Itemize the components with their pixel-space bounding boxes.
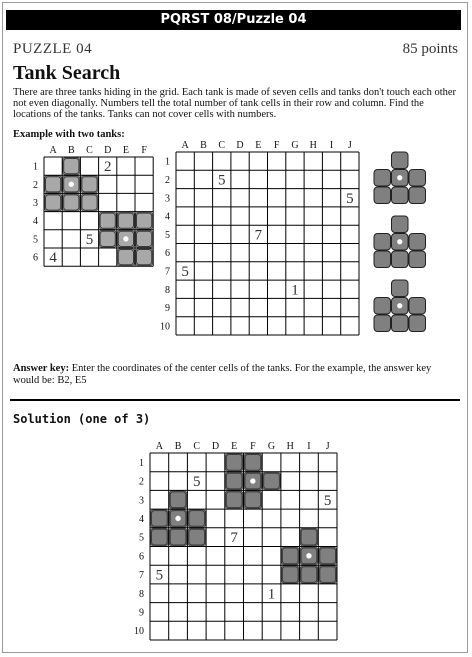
example-col-label: D — [104, 145, 112, 156]
solution-tank-cell — [226, 492, 242, 508]
example-tank-center — [69, 182, 74, 187]
solution-col-label: E — [231, 441, 238, 452]
puzzle-clue: 5 — [181, 263, 189, 280]
example-tank-cell — [82, 195, 97, 210]
answer-key-text: Enter the coordinates of the center cells of the tanks. For the example, the answer key would be: B2, E5 — [13, 363, 432, 386]
solution-tank-cell — [282, 567, 298, 583]
example-clue: 5 — [85, 231, 94, 248]
solution-row-label: 3 — [139, 495, 144, 507]
example-col-label: F — [141, 145, 147, 156]
tank-shape-cell — [392, 280, 409, 297]
tank-shape-cell — [392, 187, 409, 204]
puzzle-row-label: 4 — [165, 211, 170, 223]
solution-title: Solution (one of 3) — [13, 412, 151, 426]
solution-row-label: 6 — [139, 551, 144, 563]
example-tank-cell — [46, 195, 61, 210]
puzzle-row-label: 6 — [165, 248, 170, 260]
example-clue: 2 — [103, 159, 112, 176]
example-col-label: C — [86, 145, 93, 156]
tank-shape-cell — [409, 298, 426, 315]
solution-clue: 1 — [267, 586, 276, 603]
solution-col-label: G — [267, 441, 276, 452]
solution-row-label: 8 — [139, 588, 144, 600]
puzzle-clue: 1 — [291, 282, 299, 299]
solution-tank-center — [175, 516, 180, 521]
solution-tank-cell — [226, 473, 242, 489]
puzzle-col-label: H — [309, 140, 317, 151]
example-tank-cell — [64, 195, 79, 210]
tank-shape-cell — [374, 315, 391, 332]
example-grid — [26, 145, 147, 271]
tank-shape-cell — [392, 216, 409, 233]
puzzle-row-label: 8 — [165, 284, 170, 296]
tank-shape-cell — [374, 251, 391, 268]
solution-col-label: A — [155, 441, 163, 452]
solution-tank-cell — [320, 567, 336, 583]
solution-tank-cell — [320, 548, 336, 564]
puzzle-col-label: F — [273, 140, 280, 151]
solution-col-label: D — [211, 441, 220, 452]
puzzle-row-label: 3 — [165, 193, 170, 205]
puzzle-row-label: 10 — [160, 321, 170, 333]
puzzle-row-label: 5 — [165, 229, 170, 241]
solution-tank-cell — [245, 455, 261, 471]
solution-tank-cell — [301, 567, 317, 583]
example-tank-cell — [137, 231, 152, 246]
tank-shape-cell — [409, 251, 426, 268]
tank-shape-cell — [409, 234, 426, 251]
solution-tank-cell — [282, 548, 298, 564]
solution-tank-cell — [189, 511, 205, 527]
tank-shape-cell — [392, 315, 409, 332]
solution-tank-cell — [170, 492, 186, 508]
example-tank-cell — [64, 159, 79, 174]
example-tank-cell — [137, 250, 152, 265]
example-tank-cell — [46, 177, 61, 192]
solution-clue: 5 — [323, 492, 332, 509]
points-label: 85 points — [402, 41, 458, 57]
tank-shape-cell — [409, 170, 426, 187]
solution-tank-cell — [226, 455, 242, 471]
example-col-label: A — [49, 145, 57, 156]
solution-tank-cell — [301, 529, 317, 545]
example-tank-cell — [118, 250, 133, 265]
tank-shape-center — [397, 239, 402, 244]
solution-tank-center — [306, 553, 311, 558]
solution-row-label: 2 — [139, 476, 144, 488]
puzzle-clue: 7 — [254, 227, 263, 244]
solution-row-label: 7 — [139, 570, 144, 582]
puzzle-clue: 5 — [346, 190, 354, 207]
example-row-label: 5 — [33, 234, 38, 246]
example-label: Example with two tanks: — [13, 129, 125, 140]
puzzle-number: PUZZLE 04 — [13, 41, 93, 57]
solution-col-label: I — [307, 441, 311, 452]
example-row-label: 3 — [33, 198, 38, 209]
answer-key-label: Answer key: — [13, 363, 70, 374]
puzzle-title: Tank Search — [13, 62, 121, 84]
example-col-label: E — [122, 145, 129, 156]
solution-row-label: 4 — [139, 513, 144, 525]
puzzle-col-label: E — [255, 140, 262, 151]
solution-col-label: B — [174, 441, 182, 452]
solution-clue: 7 — [230, 530, 238, 547]
solution-row-label: 9 — [139, 607, 144, 619]
example-row-label: 2 — [33, 179, 38, 191]
solution-grid — [135, 436, 345, 646]
tank-shape-cell — [392, 251, 409, 268]
puzzle-col-label: G — [291, 140, 299, 151]
tank-shape-cell — [392, 152, 409, 169]
solution-clue: 5 — [155, 567, 164, 584]
puzzle-col-label: C — [218, 140, 226, 151]
solution-tank-cell — [245, 492, 261, 508]
solution-col-label: C — [193, 441, 201, 452]
tank-shape-cell — [374, 187, 391, 204]
example-row-label: 4 — [33, 216, 38, 228]
section-divider — [10, 399, 460, 401]
puzzle-row-label: 9 — [165, 303, 170, 315]
solution-row-label: 1 — [139, 457, 144, 469]
puzzle-row-label: 1 — [165, 156, 170, 168]
solution-col-label: F — [250, 441, 256, 452]
puzzle-grid[interactable] — [160, 139, 360, 339]
example-tank-cell — [100, 213, 115, 228]
solution-row-label: 10 — [134, 626, 144, 638]
tank-orientations — [372, 150, 437, 340]
page-title-bar: PQRST 08/Puzzle 04 — [6, 10, 461, 30]
tank-shape-center — [397, 175, 402, 180]
tank-shape-cell — [374, 234, 391, 251]
solution-col-label: J — [325, 441, 330, 452]
puzzle-clue: 5 — [218, 172, 226, 189]
solution-tank-cell — [170, 529, 186, 545]
puzzle-row-label: 7 — [165, 266, 170, 278]
example-tank-cell — [118, 213, 133, 228]
example-row-label: 6 — [33, 252, 38, 264]
answer-key — [13, 363, 460, 387]
puzzle-instructions: There are three tanks hiding in the grid. Each tank is made of seven cells and tanks don't touch each other not even diagonally. Numbers tell the total number of tank cells in their row and column. Find the locations of the tanks. Tanks can not cover cells with numbers. — [13, 87, 457, 120]
tank-shape-cell — [374, 170, 391, 187]
solution-tank-cell — [152, 529, 168, 545]
puzzle-col-label: D — [236, 140, 244, 151]
tank-shape-cell — [374, 298, 391, 315]
tank-shape-center — [397, 303, 402, 308]
solution-tank-cell — [264, 473, 280, 489]
solution-row-label: 5 — [139, 532, 144, 544]
solution-tank-center — [250, 478, 255, 483]
puzzle-col-label: B — [200, 140, 207, 151]
tank-shape-cell — [409, 187, 426, 204]
solution-col-label: H — [286, 441, 294, 452]
puzzle-row-label: 2 — [165, 174, 170, 186]
solution-tank-cell — [189, 529, 205, 545]
example-tank-cell — [82, 177, 97, 192]
example-row-label: 1 — [33, 161, 38, 173]
example-tank-center — [123, 236, 128, 241]
example-tank-cell — [100, 231, 115, 246]
example-clue: 4 — [49, 250, 57, 267]
example-col-label: B — [67, 145, 75, 156]
example-tank-cell — [137, 213, 152, 228]
puzzle-col-label: I — [329, 140, 334, 151]
solution-tank-cell — [152, 511, 168, 527]
solution-clue: 5 — [193, 474, 201, 491]
puzzle-col-label: J — [347, 140, 352, 151]
puzzle-col-label: A — [181, 140, 189, 151]
tank-shape-cell — [409, 315, 426, 332]
